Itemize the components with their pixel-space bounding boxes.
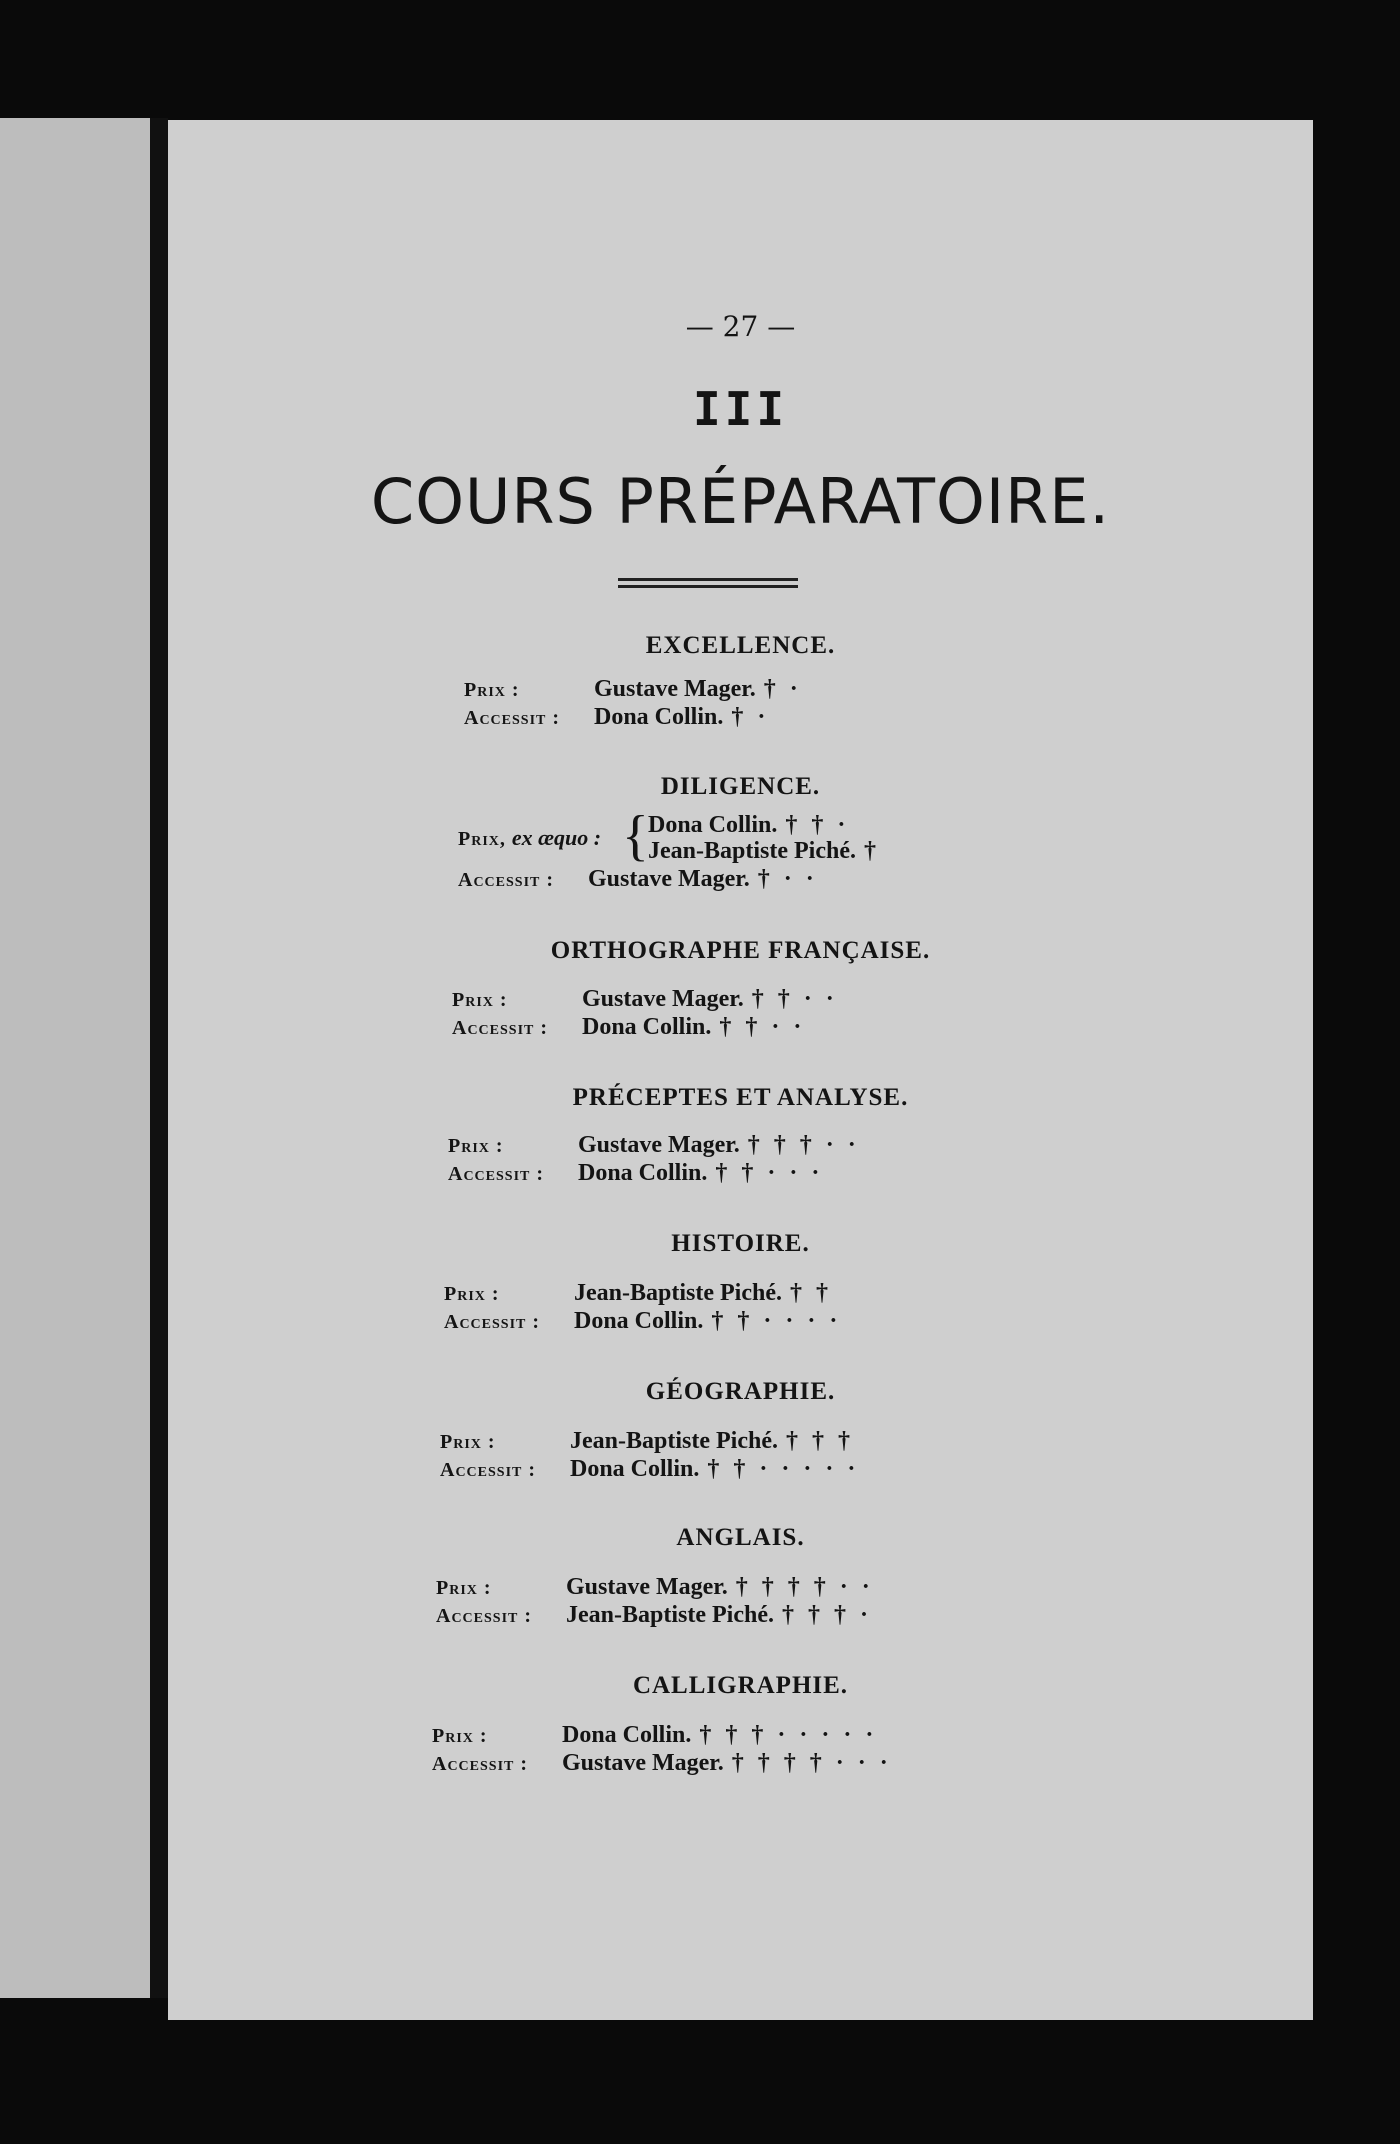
merit-marks: † † † ·: [781, 1602, 872, 1628]
accessit-label: Accessit :: [464, 707, 561, 729]
merit-marks: † † †: [785, 1428, 854, 1454]
winner-name: Jean-Baptiste Piché.: [570, 1428, 778, 1454]
winner-name: Gustave Mager.: [588, 866, 750, 892]
accessit-label: Accessit :: [458, 869, 555, 891]
merit-marks: † ·: [763, 676, 802, 702]
merit-marks: † ·: [731, 704, 770, 730]
prix-label: Prix :: [448, 1135, 504, 1157]
prize-entry-ex-aequo: [458, 825, 601, 852]
prix-label: Prix :: [452, 989, 508, 1011]
winner-name: Jean-Baptiste Piché.: [648, 838, 856, 864]
section-heading: GÉOGRAPHIE.: [645, 1378, 836, 1405]
document-page: [168, 120, 1313, 2020]
winner-name: Dona Collin.: [578, 1160, 708, 1186]
prix-label: Prix :: [464, 679, 520, 701]
accessit-label: Accessit :: [444, 1311, 541, 1333]
merit-marks: † †: [789, 1280, 832, 1306]
section-heading: EXCELLENCE.: [645, 632, 836, 659]
prize-entry: [444, 1280, 832, 1307]
prix-label: Prix :: [432, 1725, 488, 1747]
winner-name: Dona Collin.: [582, 1014, 712, 1040]
prix-label: Prix :: [440, 1431, 496, 1453]
prize-entry: [436, 1574, 874, 1601]
curly-brace-icon: {: [622, 805, 649, 867]
title-double-rule: [618, 578, 798, 588]
winner-name: Gustave Mager.: [562, 1750, 724, 1776]
accessit-label: Accessit :: [440, 1459, 537, 1481]
section-heading: CALLIGRAPHIE.: [632, 1672, 849, 1699]
book-gutter: [150, 118, 168, 1998]
prize-entry: [448, 1132, 860, 1159]
merit-marks: † † † † · · ·: [731, 1750, 892, 1776]
merit-marks: † † · ·: [751, 986, 838, 1012]
winner-name: Dona Collin.: [562, 1722, 692, 1748]
page-number: — 27 —: [685, 310, 796, 343]
winner-name: Gustave Mager.: [578, 1132, 740, 1158]
accessit-entry: [464, 704, 769, 731]
winner-row: [648, 812, 849, 839]
accessit-entry: [452, 1014, 805, 1041]
accessit-label: Accessit :: [436, 1605, 533, 1627]
prize-entry: [440, 1428, 854, 1455]
merit-marks: † † † · · · · ·: [699, 1722, 878, 1748]
prix-label: Prix :: [436, 1577, 492, 1599]
page-title: COURS PRÉPARATOIRE.: [370, 465, 1111, 538]
prize-entry: [452, 986, 838, 1013]
prix-label: Prix,: [458, 828, 506, 850]
accessit-entry: [444, 1308, 841, 1335]
merit-marks: † † ·: [785, 812, 850, 838]
winner-name: Dona Collin.: [594, 704, 724, 730]
prize-entry: [432, 1722, 877, 1749]
merit-marks: † † † · ·: [747, 1132, 860, 1158]
winner-name: Gustave Mager.: [566, 1574, 728, 1600]
accessit-entry: [432, 1750, 892, 1777]
accessit-entry: [448, 1160, 823, 1187]
winner-name: Gustave Mager.: [582, 986, 744, 1012]
section-heading: ORTHOGRAPHE FRANÇAISE.: [550, 937, 931, 964]
section-heading: PRÉCEPTES ET ANALYSE.: [572, 1084, 909, 1111]
merit-marks: † · ·: [757, 866, 818, 892]
winner-name: Dona Collin.: [570, 1456, 700, 1482]
winner-row: [648, 838, 880, 865]
accessit-entry: [436, 1602, 872, 1629]
ex-aequo-label: ex æquo :: [511, 825, 602, 850]
prix-label: Prix :: [444, 1283, 500, 1305]
accessit-entry: [440, 1456, 859, 1483]
winner-name: Jean-Baptiste Piché.: [574, 1280, 782, 1306]
accessit-label: Accessit :: [452, 1017, 549, 1039]
section-heading: HISTOIRE.: [671, 1230, 810, 1257]
section-number: III: [692, 382, 789, 436]
winner-name: Jean-Baptiste Piché.: [566, 1602, 774, 1628]
merit-marks: † † · ·: [719, 1014, 806, 1040]
section-heading: ANGLAIS.: [676, 1524, 805, 1551]
accessit-label: Accessit :: [448, 1163, 545, 1185]
merit-marks: † † † † · ·: [735, 1574, 874, 1600]
accessit-label: Accessit :: [432, 1753, 529, 1775]
merit-marks: † † · · · · ·: [707, 1456, 860, 1482]
winner-name: Dona Collin.: [648, 812, 778, 838]
merit-marks: †: [863, 838, 880, 864]
merit-marks: † † · · · ·: [711, 1308, 842, 1334]
section-heading: DILIGENCE.: [660, 773, 821, 800]
merit-marks: † † · · ·: [715, 1160, 824, 1186]
prize-entry: [464, 676, 802, 703]
facing-page-edge: [0, 118, 156, 1998]
winner-name: Dona Collin.: [574, 1308, 704, 1334]
accessit-entry: [458, 866, 818, 893]
winner-name: Gustave Mager.: [594, 676, 756, 702]
